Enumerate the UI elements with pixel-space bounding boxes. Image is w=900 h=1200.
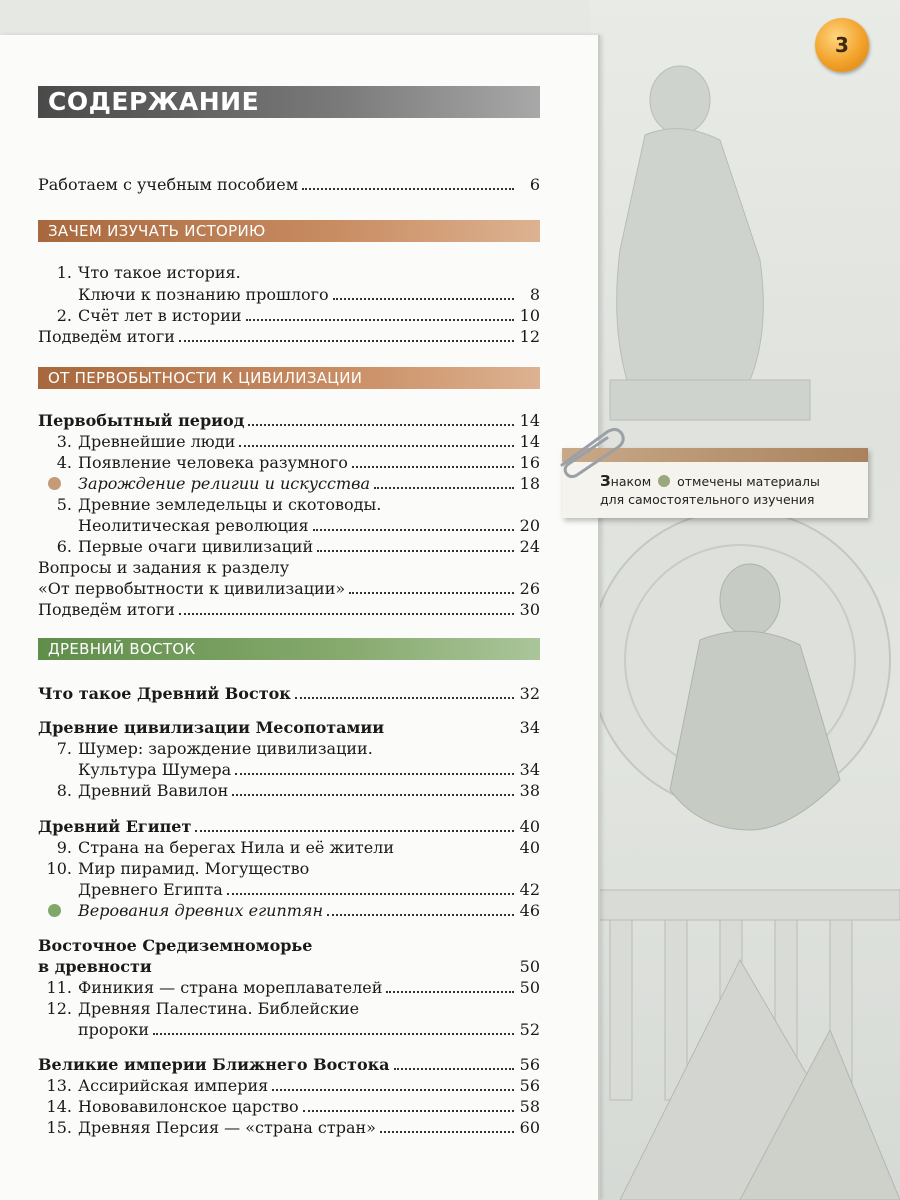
dot-leader <box>374 475 514 489</box>
toc-entry-text: Страна на берегах Нила и её жители <box>78 838 395 857</box>
dot-leader <box>153 1021 514 1035</box>
dot-leader <box>333 286 514 300</box>
toc-entry-page: 60 <box>519 1118 540 1137</box>
toc-entry-text: Восточное Средиземноморье <box>38 936 313 955</box>
toc-entry-heading[interactable] <box>38 410 540 432</box>
toc-entry-page: 46 <box>519 901 540 920</box>
toc-entry-number: 1. <box>56 263 72 282</box>
toc-entry-text: в древности <box>38 957 152 976</box>
dot-leader <box>380 1119 514 1133</box>
toc-entry-text: Древний Вавилон <box>78 781 229 800</box>
toc-entry-page: 38 <box>519 781 540 800</box>
toc-entry-page: 16 <box>519 453 540 472</box>
toc-entry-number: 10. <box>46 859 72 878</box>
toc-entry-text: «От первобытности к цивилизации» <box>38 579 346 598</box>
toc-entry[interactable] <box>38 977 540 999</box>
legend-text-after-dot: отмечены материалы <box>677 474 820 489</box>
dot-leader <box>239 433 514 447</box>
toc-entry-page: 10 <box>519 306 540 325</box>
toc-entry-number: 2. <box>56 306 72 325</box>
toc-entry[interactable] <box>38 759 540 781</box>
dot-leader <box>295 685 514 699</box>
toc-entry[interactable] <box>38 1075 540 1097</box>
dot-leader <box>313 517 514 531</box>
toc-entry-page: 50 <box>519 957 540 976</box>
toc-entry-page: 34 <box>519 760 540 779</box>
toc-entry-page: 14 <box>519 411 540 430</box>
toc-entry-heading[interactable] <box>38 816 540 838</box>
toc-entry[interactable] <box>38 578 540 600</box>
toc-entry-page: 40 <box>519 817 540 836</box>
toc-entry[interactable] <box>38 1096 540 1118</box>
dot-leader <box>394 1056 514 1070</box>
paperclip-icon <box>552 420 632 480</box>
toc-entry-text: Древнего Египта <box>78 880 223 899</box>
toc-entry-text: Первые очаги цивилизаций <box>78 537 314 556</box>
toc-entry-page: 50 <box>519 978 540 997</box>
toc-entry-text: Зарождение религии и искусства <box>78 474 370 493</box>
toc-entry-text: Древнейшие люди <box>78 432 236 451</box>
toc-entry-page: 40 <box>519 838 540 857</box>
dot-leader <box>235 761 514 775</box>
dot-leader <box>248 412 514 426</box>
dot-leader <box>317 538 514 552</box>
toc-entry-text: Культура Шумера <box>78 760 232 779</box>
toc-entry-page: 14 <box>519 432 540 451</box>
section-heading-primitive-to-civilization: ОТ ПЕРВОБЫТНОСТИ К ЦИВИЛИЗАЦИИ <box>38 367 540 389</box>
toc-entry-text: Мир пирамид. Могущество <box>78 859 310 878</box>
toc-entry-text: Верования древних египтян <box>78 901 324 920</box>
self-study-marker-icon <box>658 475 670 487</box>
toc-entry[interactable] <box>38 1019 540 1041</box>
toc-entry[interactable] <box>38 599 540 621</box>
dot-leader <box>195 818 514 832</box>
dot-leader <box>246 307 514 321</box>
toc-entry-text: Древняя Палестина. Библейские <box>78 999 360 1018</box>
toc-entry[interactable] <box>38 536 540 558</box>
toc-entry-text: Великие империи Ближнего Востока <box>38 1055 390 1074</box>
toc-entry-page: 34 <box>519 718 540 737</box>
page-title: СОДЕРЖАНИЕ <box>38 86 540 118</box>
toc-entry[interactable] <box>38 879 540 901</box>
toc-entry-number: 4. <box>56 453 72 472</box>
toc-entry-page: 18 <box>519 474 540 493</box>
section-heading-ancient-east: ДРЕВНИЙ ВОСТОК <box>38 638 540 660</box>
toc-entry[interactable] <box>38 780 540 802</box>
toc-entry-page: 24 <box>519 537 540 556</box>
toc-entry-page: 12 <box>519 327 540 346</box>
toc-entry-text: пророки <box>78 1020 150 1039</box>
toc-entry-page: 56 <box>519 1076 540 1095</box>
toc-entry-page: 26 <box>519 579 540 598</box>
toc-entry-text: Что такое история. <box>78 263 241 282</box>
toc-entry-text: Счёт лет в истории <box>78 306 242 325</box>
toc-entry[interactable] <box>38 515 540 537</box>
toc-entry-heading[interactable] <box>38 683 540 705</box>
toc-entry[interactable] <box>38 858 540 880</box>
toc-entry-number: 3. <box>56 432 72 451</box>
toc-entry-number: 6. <box>56 537 72 556</box>
toc-entry-heading[interactable] <box>38 956 540 978</box>
toc-entry-text: Ключи к познанию прошлого <box>78 285 329 304</box>
toc-entry-number: 12. <box>46 999 72 1018</box>
toc-entry-text: Финикия — страна мореплавателей <box>78 978 383 997</box>
toc-entry-text: Шумер: зарождение цивилизации. <box>78 739 373 758</box>
toc-entry-page: 56 <box>519 1055 540 1074</box>
toc-entry-page: 58 <box>519 1097 540 1116</box>
toc-entry-page: 42 <box>519 880 540 899</box>
toc-entry-page: 8 <box>529 285 540 304</box>
legend-first-letter: З <box>600 472 611 490</box>
dot-leader <box>227 881 514 895</box>
dot-leader <box>179 328 514 342</box>
toc-entry-text: Вопросы и задания к разделу <box>38 558 290 577</box>
toc-entry-text: Подведём итоги <box>38 600 175 619</box>
toc-entry-number: 8. <box>56 781 72 800</box>
dot-leader <box>232 782 514 796</box>
toc-entry[interactable] <box>38 494 540 516</box>
toc-entry-page: 6 <box>529 175 540 194</box>
toc-entry-page: 20 <box>519 516 540 535</box>
toc-entry-text: Неолитическая революция <box>78 516 309 535</box>
toc-entry[interactable] <box>38 326 540 348</box>
toc-entry-self-study[interactable] <box>38 473 540 495</box>
page-number-badge: 3 <box>815 18 869 72</box>
toc-entry-text: Подведём итоги <box>38 327 175 346</box>
toc-entry-number: 14. <box>46 1097 72 1116</box>
toc-entry-page: 52 <box>519 1020 540 1039</box>
toc-entry-number: 5. <box>56 495 72 514</box>
toc-entry-number: 7. <box>56 739 72 758</box>
toc-entry-page: 32 <box>519 684 540 703</box>
toc-entry-text: Работаем с учебным пособием <box>38 175 299 194</box>
toc-entry[interactable] <box>38 305 540 327</box>
toc-entry-text: Древняя Персия — «страна стран» <box>78 1118 376 1137</box>
dot-leader <box>386 979 514 993</box>
dot-leader <box>272 1077 514 1091</box>
toc-entry[interactable] <box>38 998 540 1020</box>
dot-leader <box>352 454 514 468</box>
section-heading-why-study-history: ЗАЧЕМ ИЗУЧАТЬ ИСТОРИЮ <box>38 220 540 242</box>
dot-leader <box>302 176 514 190</box>
toc-entry-self-study[interactable] <box>38 900 540 922</box>
toc-entry[interactable] <box>38 452 540 474</box>
toc-entry-number: 11. <box>46 978 72 997</box>
dot-leader <box>349 580 514 594</box>
toc-entry-text: Древний Египет <box>38 817 192 836</box>
toc-entry-text: Появление человека разумного <box>78 453 348 472</box>
toc-entry-number: 13. <box>46 1076 72 1095</box>
toc-entry[interactable] <box>38 557 540 579</box>
toc-entry-number: 15. <box>46 1118 72 1137</box>
toc-entry-heading[interactable] <box>38 1054 540 1076</box>
toc-entry[interactable] <box>38 837 540 859</box>
toc-entry-heading[interactable] <box>38 717 540 739</box>
dot-leader <box>303 1098 514 1112</box>
legend-text-before-dot: наком <box>610 474 652 489</box>
toc-entry[interactable] <box>38 174 540 196</box>
self-study-marker-icon <box>48 477 61 490</box>
toc-entry[interactable] <box>38 284 540 306</box>
toc-entry[interactable] <box>38 262 540 284</box>
self-study-marker-icon <box>48 904 61 917</box>
toc-entry-text: Нововавилонское царство <box>78 1097 299 1116</box>
toc-entry-number: 9. <box>56 838 72 857</box>
toc-entry[interactable] <box>38 738 540 760</box>
legend-text-line2: для самостоятельного изучения <box>600 492 815 507</box>
dot-leader <box>327 902 514 916</box>
toc-entry[interactable] <box>38 431 540 453</box>
toc-entry-text: Древние земледельцы и скотоводы. <box>78 495 382 514</box>
toc-entry[interactable] <box>38 1117 540 1139</box>
toc-entry-text: Первобытный период <box>38 411 245 430</box>
toc-entry-text: Ассирийская империя <box>78 1076 269 1095</box>
toc-entry-page: 30 <box>519 600 540 619</box>
toc-entry-heading[interactable] <box>38 935 540 957</box>
background-illustration <box>590 0 900 1200</box>
toc-entry-text: Древние цивилизации Месопотамии <box>38 718 385 737</box>
dot-leader <box>179 601 514 615</box>
toc-entry-text: Что такое Древний Восток <box>38 684 291 703</box>
